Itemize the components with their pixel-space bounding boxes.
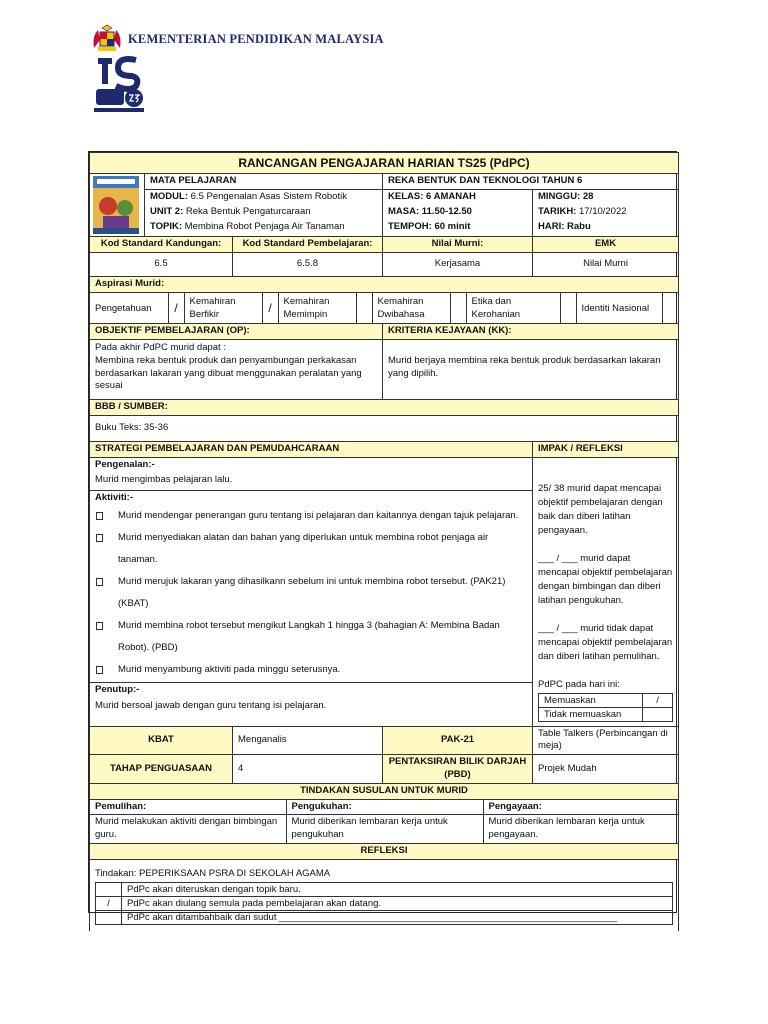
hari-label: HARI: bbox=[538, 220, 565, 232]
std-kandungan-header: Kod Standard Kandungan: bbox=[90, 237, 233, 253]
emk-value: Nilai Murni bbox=[533, 253, 679, 277]
refleksi-options bbox=[95, 882, 673, 925]
pengukuhan-label: Pengukuhan: bbox=[286, 800, 483, 815]
minggu-value: 28 bbox=[582, 191, 594, 202]
std-pembelajaran-header: Kod Standard Pembelajaran: bbox=[233, 237, 383, 253]
list-item: Murid merujuk lakaran yang dihasilkann sebelum ini untuk membina robot tersebut. (PAK21) (KBAT) bbox=[95, 571, 527, 615]
pbd-value: Projek Mudah bbox=[533, 755, 679, 784]
unit-line bbox=[145, 205, 383, 220]
bullet-box-icon bbox=[96, 534, 103, 542]
tindakan-table bbox=[90, 800, 679, 843]
aktiviti-block bbox=[90, 491, 532, 683]
kelas-label: KELAS: bbox=[388, 191, 424, 202]
lesson-plan-table bbox=[89, 152, 679, 931]
std-kandungan-value: 6.5 bbox=[90, 253, 233, 277]
minggu-line bbox=[533, 190, 679, 205]
unit-value: Reka Bentuk Pengaturcaraan bbox=[185, 205, 311, 217]
option-tidak-memuaskan-tick bbox=[643, 707, 673, 721]
pemulihan-text: Murid melakukan aktiviti dengan bimbingan guru. bbox=[90, 815, 286, 843]
tindakan-label: TINDAKAN SUSULAN UNTUK MURID bbox=[90, 783, 679, 799]
kelas-line bbox=[383, 190, 533, 205]
impak-label: IMPAK / REFLEKSI bbox=[533, 441, 679, 457]
subject-name: REKA BENTUK DAN TEKNOLOGI TAHUN 6 bbox=[383, 174, 679, 190]
objektif-text: Pada akhir PdPC murid dapat : Membina reka bentuk produk dan penyambungan perkakasan berdasarkan lakaran yang dibuat menggunakan peralatan yang sesuai bbox=[90, 339, 383, 399]
ministry-name: KEMENTERIAN PENDIDIKAN MALAYSIA bbox=[128, 32, 384, 46]
tindakan-row bbox=[90, 799, 679, 843]
hari-line bbox=[533, 220, 679, 237]
aspirasi-etika: Etika dan Kerohanian bbox=[471, 296, 521, 321]
aspirasi-identiti-tick bbox=[662, 293, 678, 323]
strategi-label: STRATEGI PEMBELAJARAN DAN PEMUDAHCARAAN bbox=[90, 441, 533, 457]
aspirasi-memimpin-tick bbox=[356, 293, 372, 323]
pengukuhan-text: Murid diberikan lembaran kerja untuk pengukuhan bbox=[286, 815, 483, 843]
mata-pelajaran-label: MATA PELAJARAN bbox=[145, 174, 383, 190]
list-item: Murid membina robot tersebut mengikut Langkah 1 hingga 3 (bahagian A: Membina Badan Robot). (PBD) bbox=[95, 615, 527, 659]
kbat-label: KBAT bbox=[90, 726, 233, 755]
aspirasi-row bbox=[90, 293, 679, 324]
pak21-value: Table Talkers (Perbincangan di meja) bbox=[533, 726, 679, 755]
ts25-logo-icon bbox=[92, 54, 146, 116]
refleksi-label: REFLEKSI bbox=[90, 844, 679, 860]
refleksi-opt1: PdPc akan diteruskan dengan topik baru. bbox=[122, 882, 673, 896]
option-memuaskan: Memuaskan bbox=[539, 693, 643, 707]
tarikh-value: 17/10/2022 bbox=[578, 205, 627, 217]
strategi-cell bbox=[90, 457, 533, 726]
pengenalan-text: Murid mengimbas pelajaran lalu. bbox=[95, 474, 233, 486]
pengayaan-text: Murid diberikan lembaran kerja untuk pengayaan. bbox=[483, 815, 679, 843]
pak21-label: PAK-21 bbox=[383, 726, 533, 755]
aspirasi-label: Aspirasi Murid: bbox=[90, 277, 679, 293]
lesson-plan-frame bbox=[88, 151, 677, 923]
bullet-box-icon bbox=[96, 578, 103, 586]
topik-value: Membina Robot Penjaga Air Tanaman bbox=[184, 220, 345, 232]
pengayaan-label: Pengayaan: bbox=[483, 800, 679, 815]
plan-title: RANCANGAN PENGAJARAN HARIAN TS25 (PdPC) bbox=[90, 153, 679, 174]
refleksi-cell bbox=[90, 859, 679, 930]
penutup-label: Penutup:- bbox=[95, 683, 140, 695]
refleksi-tindakan: Tindakan: PEPERIKSAAN PSRA DI SEKOLAH AGAMA bbox=[95, 867, 331, 879]
impak-cell bbox=[533, 457, 679, 726]
refleksi-opt3: PdPc akan ditambahbaik dari sudut ________________________________________________________________ bbox=[122, 910, 673, 924]
unit-label: UNIT 2: bbox=[150, 205, 184, 217]
tempoh-label: TEMPOH: bbox=[388, 220, 432, 232]
hari-value: Rabu bbox=[567, 220, 591, 232]
penutup-block bbox=[90, 683, 532, 716]
option-tidak-memuaskan: Tidak memuaskan bbox=[539, 707, 643, 721]
bbb-label: BBB / SUMBER: bbox=[90, 399, 679, 415]
bullet-box-icon bbox=[96, 622, 103, 630]
tahap-label: TAHAP PENGUASAAN bbox=[90, 755, 233, 784]
impak-p1: 25/ 38 murid dapat mencapai objektif pembelajaran dengan baik dan diberi latihan pengayaan. bbox=[538, 482, 663, 536]
tempoh-line bbox=[383, 220, 533, 237]
aktiviti-list bbox=[95, 505, 527, 681]
malaysia-crest-icon bbox=[90, 24, 124, 54]
aktiviti-label: Aktiviti:- bbox=[95, 492, 133, 504]
pemulihan-label: Pemulihan: bbox=[90, 800, 286, 815]
penutup-text: Murid bersoal jawab dengan guru tentang isi pelajaran. bbox=[95, 699, 327, 711]
page-header bbox=[90, 22, 490, 142]
nilai-murni-header: Nilai Murni: bbox=[383, 237, 533, 253]
option-memuaskan-tick: / bbox=[643, 693, 673, 707]
masa-line bbox=[383, 205, 533, 220]
emk-header: EMK bbox=[533, 237, 679, 253]
list-item: Murid menyediakan alatan dan bahan yang diperlukan untuk membina robot penjaga air tanaman. bbox=[95, 527, 527, 571]
pdpc-options bbox=[538, 693, 673, 722]
aspirasi-pengetahuan-tick: / bbox=[168, 293, 184, 323]
pengenalan-label: Pengenalan:- bbox=[95, 458, 155, 470]
textbook-cover-cell bbox=[90, 174, 145, 237]
aspirasi-memimpin: Kemahiran Memimpin bbox=[283, 296, 330, 321]
tarikh-label: TARIKH: bbox=[538, 205, 577, 217]
kriteria-label: KRITERIA KEJAYAAN (KK): bbox=[383, 324, 679, 340]
aspirasi-pengetahuan: Pengetahuan bbox=[95, 302, 152, 314]
refleksi-opt2-tick: / bbox=[96, 896, 122, 910]
aspirasi-etika-tick bbox=[560, 293, 576, 323]
aspirasi-identiti: Identiti Nasional bbox=[581, 302, 650, 314]
bbb-text: Buku Teks: 35-36 bbox=[90, 415, 679, 441]
refleksi-opt1-tick bbox=[96, 882, 122, 896]
tarikh-line bbox=[533, 205, 679, 220]
kriteria-text: Murid berjaya membina reka bentuk produk berdasarkan lakaran yang dipilih. bbox=[383, 339, 679, 399]
minggu-label: MINGGU: bbox=[538, 191, 581, 202]
bullet-box-icon bbox=[96, 512, 103, 520]
refleksi-opt2: PdPc akan diulang semula pada pembelajaran akan datang. bbox=[122, 896, 673, 910]
modul-line bbox=[145, 190, 383, 205]
aspirasi-berfikir: Kemahiran Berfikir bbox=[189, 296, 236, 321]
list-item: Murid mendengar penerangan guru tentang isi pelajaran dan kaitannya dengan tajuk pelajaran. bbox=[95, 505, 527, 527]
topik-label: TOPIK: bbox=[150, 220, 183, 232]
masa-value: 11.50-12.50 bbox=[421, 205, 472, 217]
refleksi-opt3-tick bbox=[96, 910, 122, 924]
topik-line bbox=[145, 220, 383, 237]
aspirasi-dwibahasa-tick bbox=[450, 293, 466, 323]
impak-p2: ___ / ___ murid dapat mencapai objektif pembelajaran dengan bimbingan dan diberi latihan pengukuhan. bbox=[538, 552, 673, 606]
std-pembelajaran-value: 6.5.8 bbox=[233, 253, 383, 277]
aspirasi-dwibahasa: Kemahiran Dwibahasa bbox=[377, 296, 425, 321]
objektif-label: OBJEKTIF PEMBELAJARAN (OP): bbox=[90, 324, 383, 340]
pdpc-label: PdPC pada hari ini: bbox=[538, 678, 620, 690]
textbook-cover-image bbox=[93, 176, 139, 234]
tahap-value: 4 bbox=[233, 755, 383, 784]
impak-p3: ___ / ___ murid tidak dapat mencapai objektif pembelajaran dan diberi latihan pemulihan. bbox=[538, 622, 673, 662]
kelas-value: 6 AMANAH bbox=[426, 191, 476, 202]
aspirasi-table bbox=[90, 293, 678, 323]
bullet-box-icon bbox=[96, 666, 103, 674]
modul-value: 6.5 Pengenalan Asas Sistem Robotik bbox=[190, 191, 347, 202]
pbd-label: PENTAKSIRAN BILIK DARJAH (PBD) bbox=[383, 755, 533, 784]
kbat-value: Menganalis bbox=[233, 726, 383, 755]
nilai-murni-value: Kerjasama bbox=[383, 253, 533, 277]
masa-label: MASA: bbox=[388, 205, 420, 217]
pengenalan-block bbox=[90, 458, 532, 492]
list-item: Murid menyambung aktiviti pada minggu seterusnya. bbox=[95, 659, 527, 681]
modul-label: MODUL: bbox=[150, 191, 188, 202]
aspirasi-berfikir-tick: / bbox=[262, 293, 278, 323]
tempoh-value: 60 minit bbox=[434, 220, 471, 232]
